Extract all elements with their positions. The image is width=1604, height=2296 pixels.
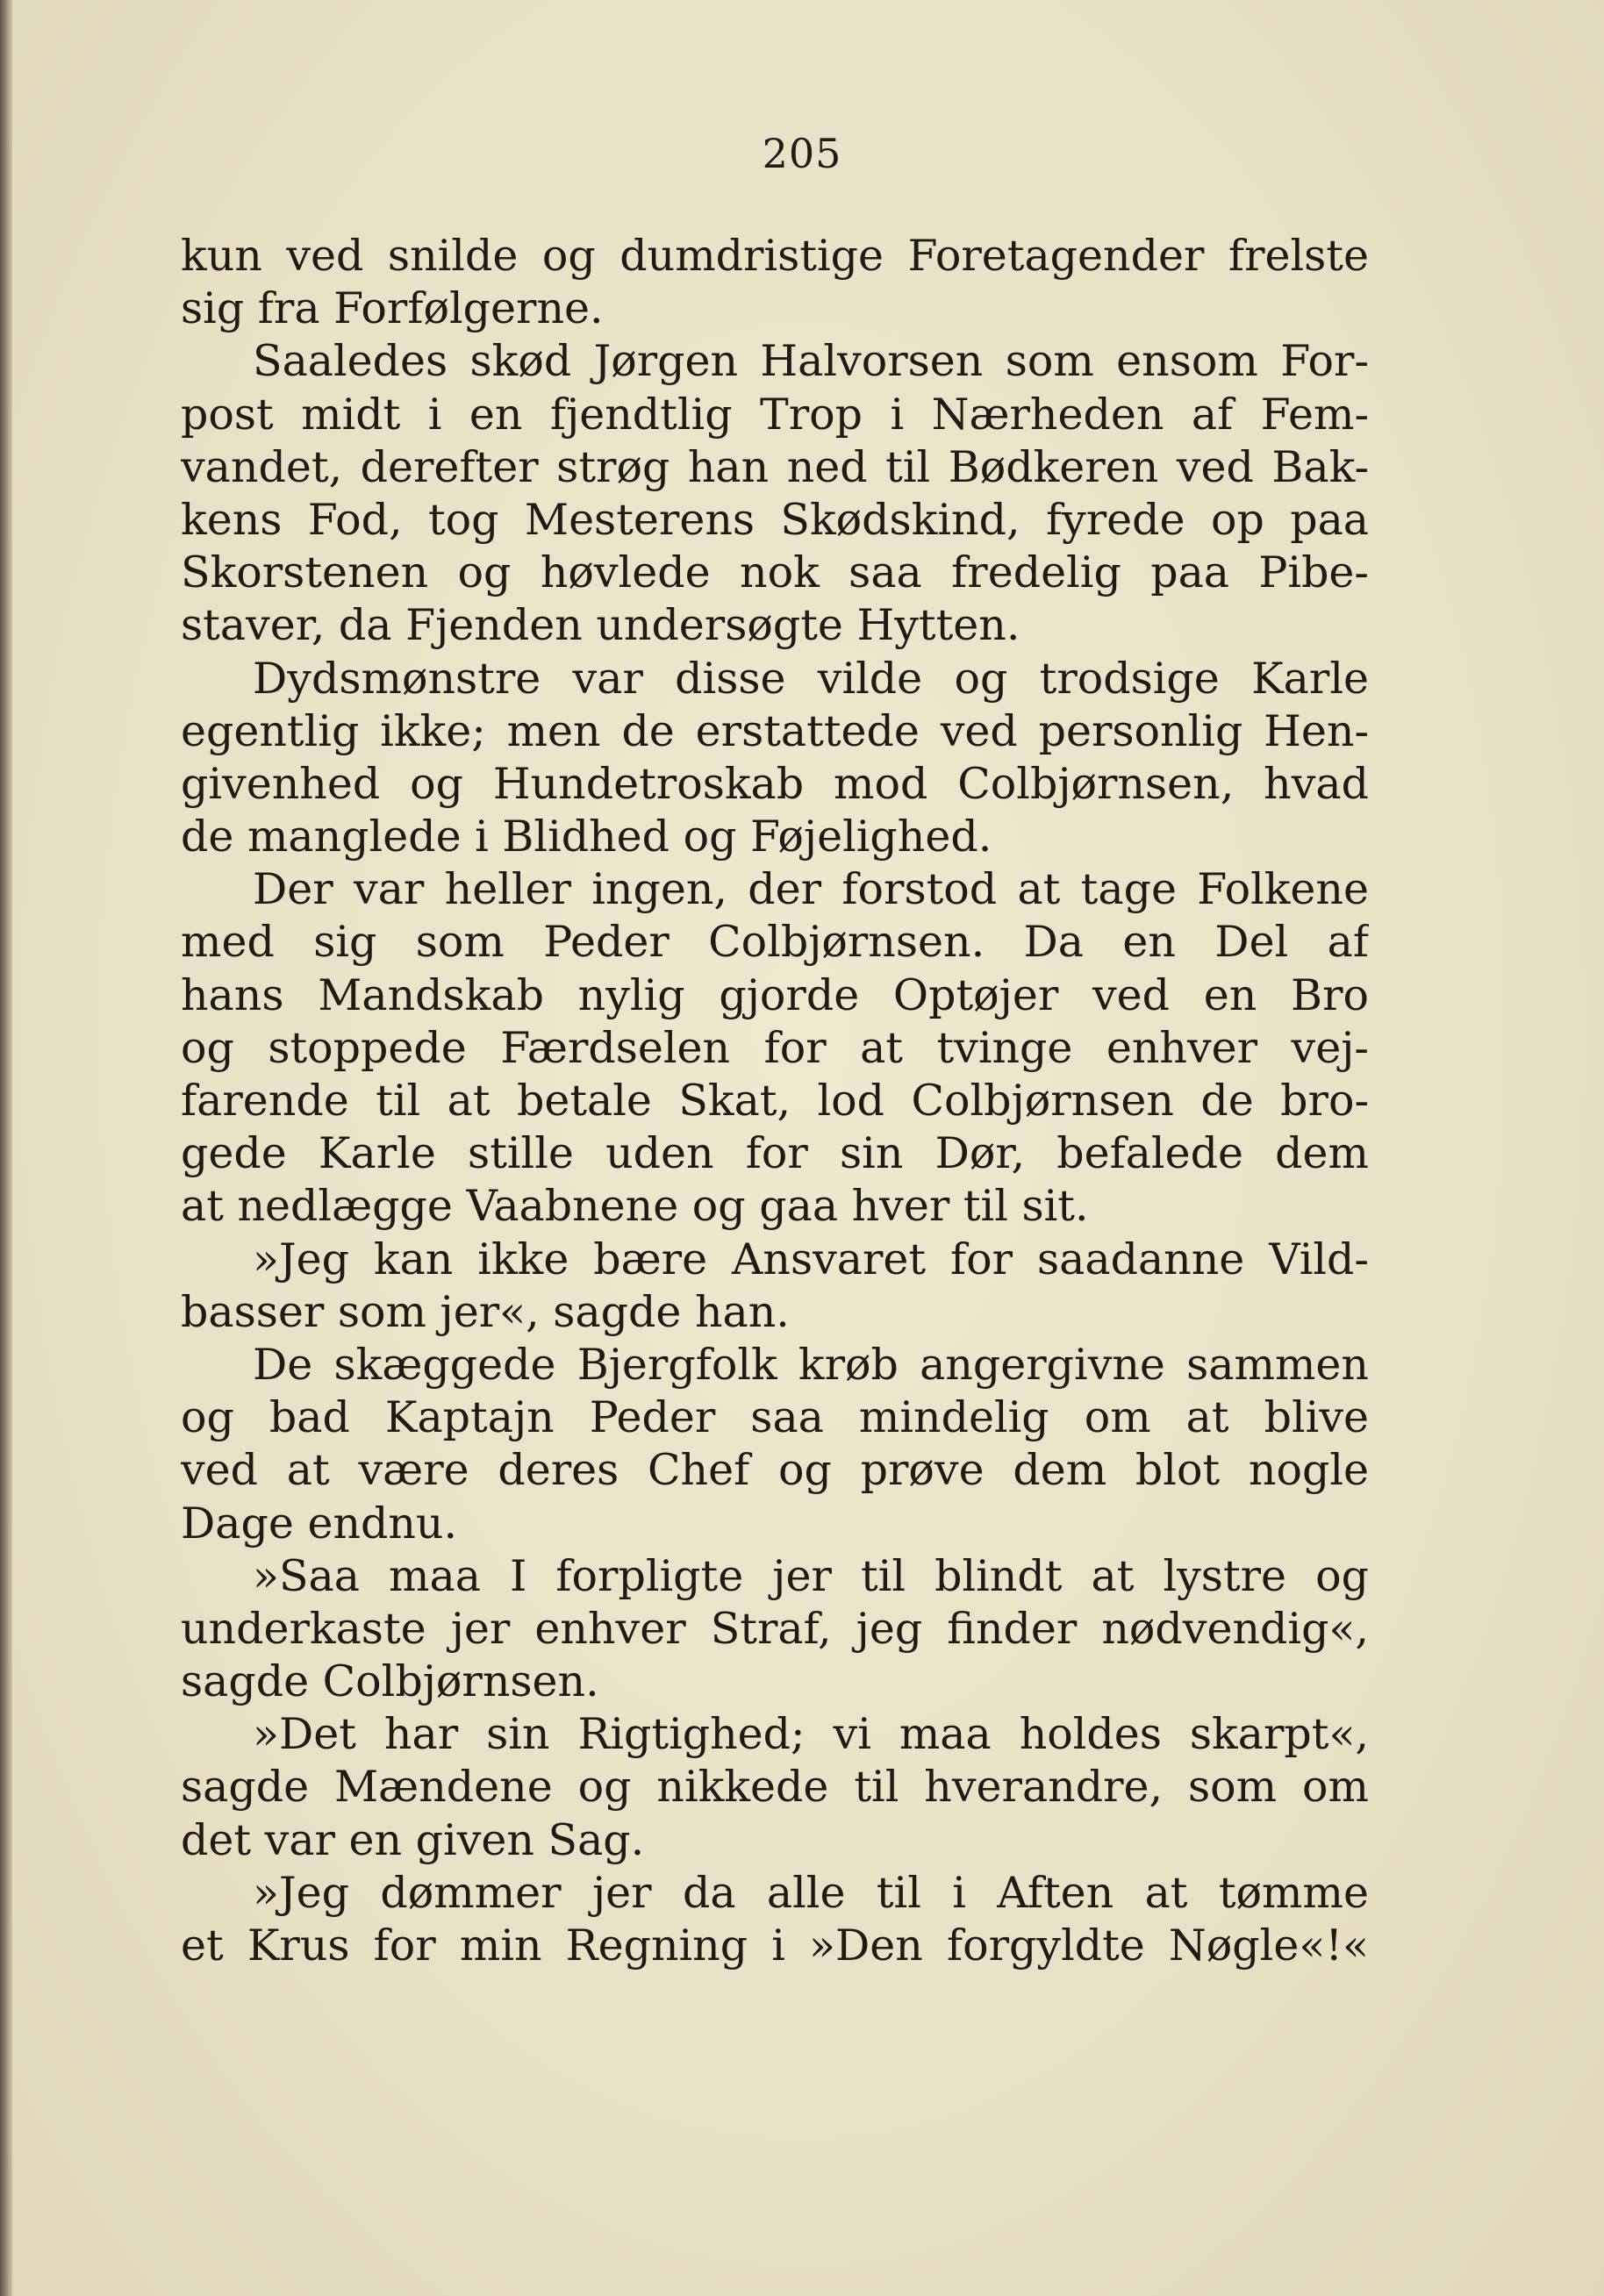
text-line: »Jeg dømmer jer da alle til i Aften at tømme	[253, 1867, 1369, 1918]
text-line: og bad Kaptajn Peder saa mindelig om at blive	[181, 1392, 1369, 1443]
text-line: givenhed og Hundetroskab mod Colbjørnsen, hvad	[181, 758, 1369, 809]
text-line: med sig som Peder Colbjørnsen. Da en Del af	[181, 917, 1369, 968]
text-line: underkaste jer enhver Straf, jeg finder nødvendig«,	[181, 1603, 1369, 1654]
text-line: kun ved snilde og dumdristige Foretagender frelste	[181, 231, 1369, 281]
text-line: »Det har sin Rigtighed; vi maa holdes skarpt«,	[253, 1709, 1369, 1760]
text-line: Der var heller ingen, der forstod at tage Folkene	[253, 864, 1369, 915]
text-line: et Krus for min Regning i »Den forgyldte Nøgle«!«	[181, 1920, 1369, 1971]
text-line: at nedlægge Vaabnene og gaa hver til sit.	[181, 1181, 1089, 1232]
text-line: farende til at betale Skat, lod Colbjørnsen de bro-	[181, 1076, 1369, 1126]
text-line: vandet, derefter strøg han ned til Bødkeren ved Bak-	[181, 441, 1369, 492]
text-line: det var en given Sag.	[181, 1814, 645, 1865]
text-line: Dydsmønstre var disse vilde og trodsige Karle	[253, 653, 1369, 704]
text-line: og stoppede Færdselen for at tvinge enhver vej-	[181, 1022, 1369, 1073]
page-binding-edge	[0, 0, 12, 2296]
text-line: De skæggede Bjergfolk krøb angergivne sammen	[253, 1339, 1369, 1390]
text-line: de manglede i Blidhed og Føjelighed.	[181, 812, 992, 862]
text-line: Dage endnu.	[181, 1498, 458, 1549]
text-line: egentlig ikke; men de erstattede ved personlig Hen-	[181, 705, 1369, 756]
body-text	[181, 230, 1369, 1972]
page-number: 205	[762, 130, 842, 177]
text-line: »Jeg kan ikke bære Ansvaret for saadanne Vild-	[253, 1234, 1369, 1284]
text-line: kens Fod, tog Mesterens Skødskind, fyrede op paa	[181, 494, 1369, 545]
text-line: sig fra Forfølgerne.	[181, 283, 604, 334]
text-line: hans Mandskab nylig gjorde Optøjer ved en Bro	[181, 969, 1369, 1020]
text-line: »Saa maa I forpligte jer til blindt at lystre og	[253, 1550, 1369, 1601]
text-line: sagde Mændene og nikkede til hverandre, som om	[181, 1762, 1369, 1813]
text-line: sagde Colbjørnsen.	[181, 1656, 599, 1707]
text-line: gede Karle stille uden for sin Dør, befalede dem	[181, 1128, 1369, 1179]
text-line: staver, da Fjenden undersøgte Hytten.	[181, 600, 1020, 651]
text-line: Skorstenen og høvlede nok saa fredelig paa Pibe-	[181, 547, 1369, 598]
text-line: ved at være deres Chef og prøve dem blot nogle	[181, 1445, 1369, 1496]
text-line: post midt i en fjendtlig Trop i Nærheden af Fem-	[181, 389, 1369, 440]
text-line: basser som jer«, sagde han.	[181, 1286, 790, 1337]
text-line: Saaledes skød Jørgen Halvorsen som ensom For-	[253, 336, 1369, 387]
